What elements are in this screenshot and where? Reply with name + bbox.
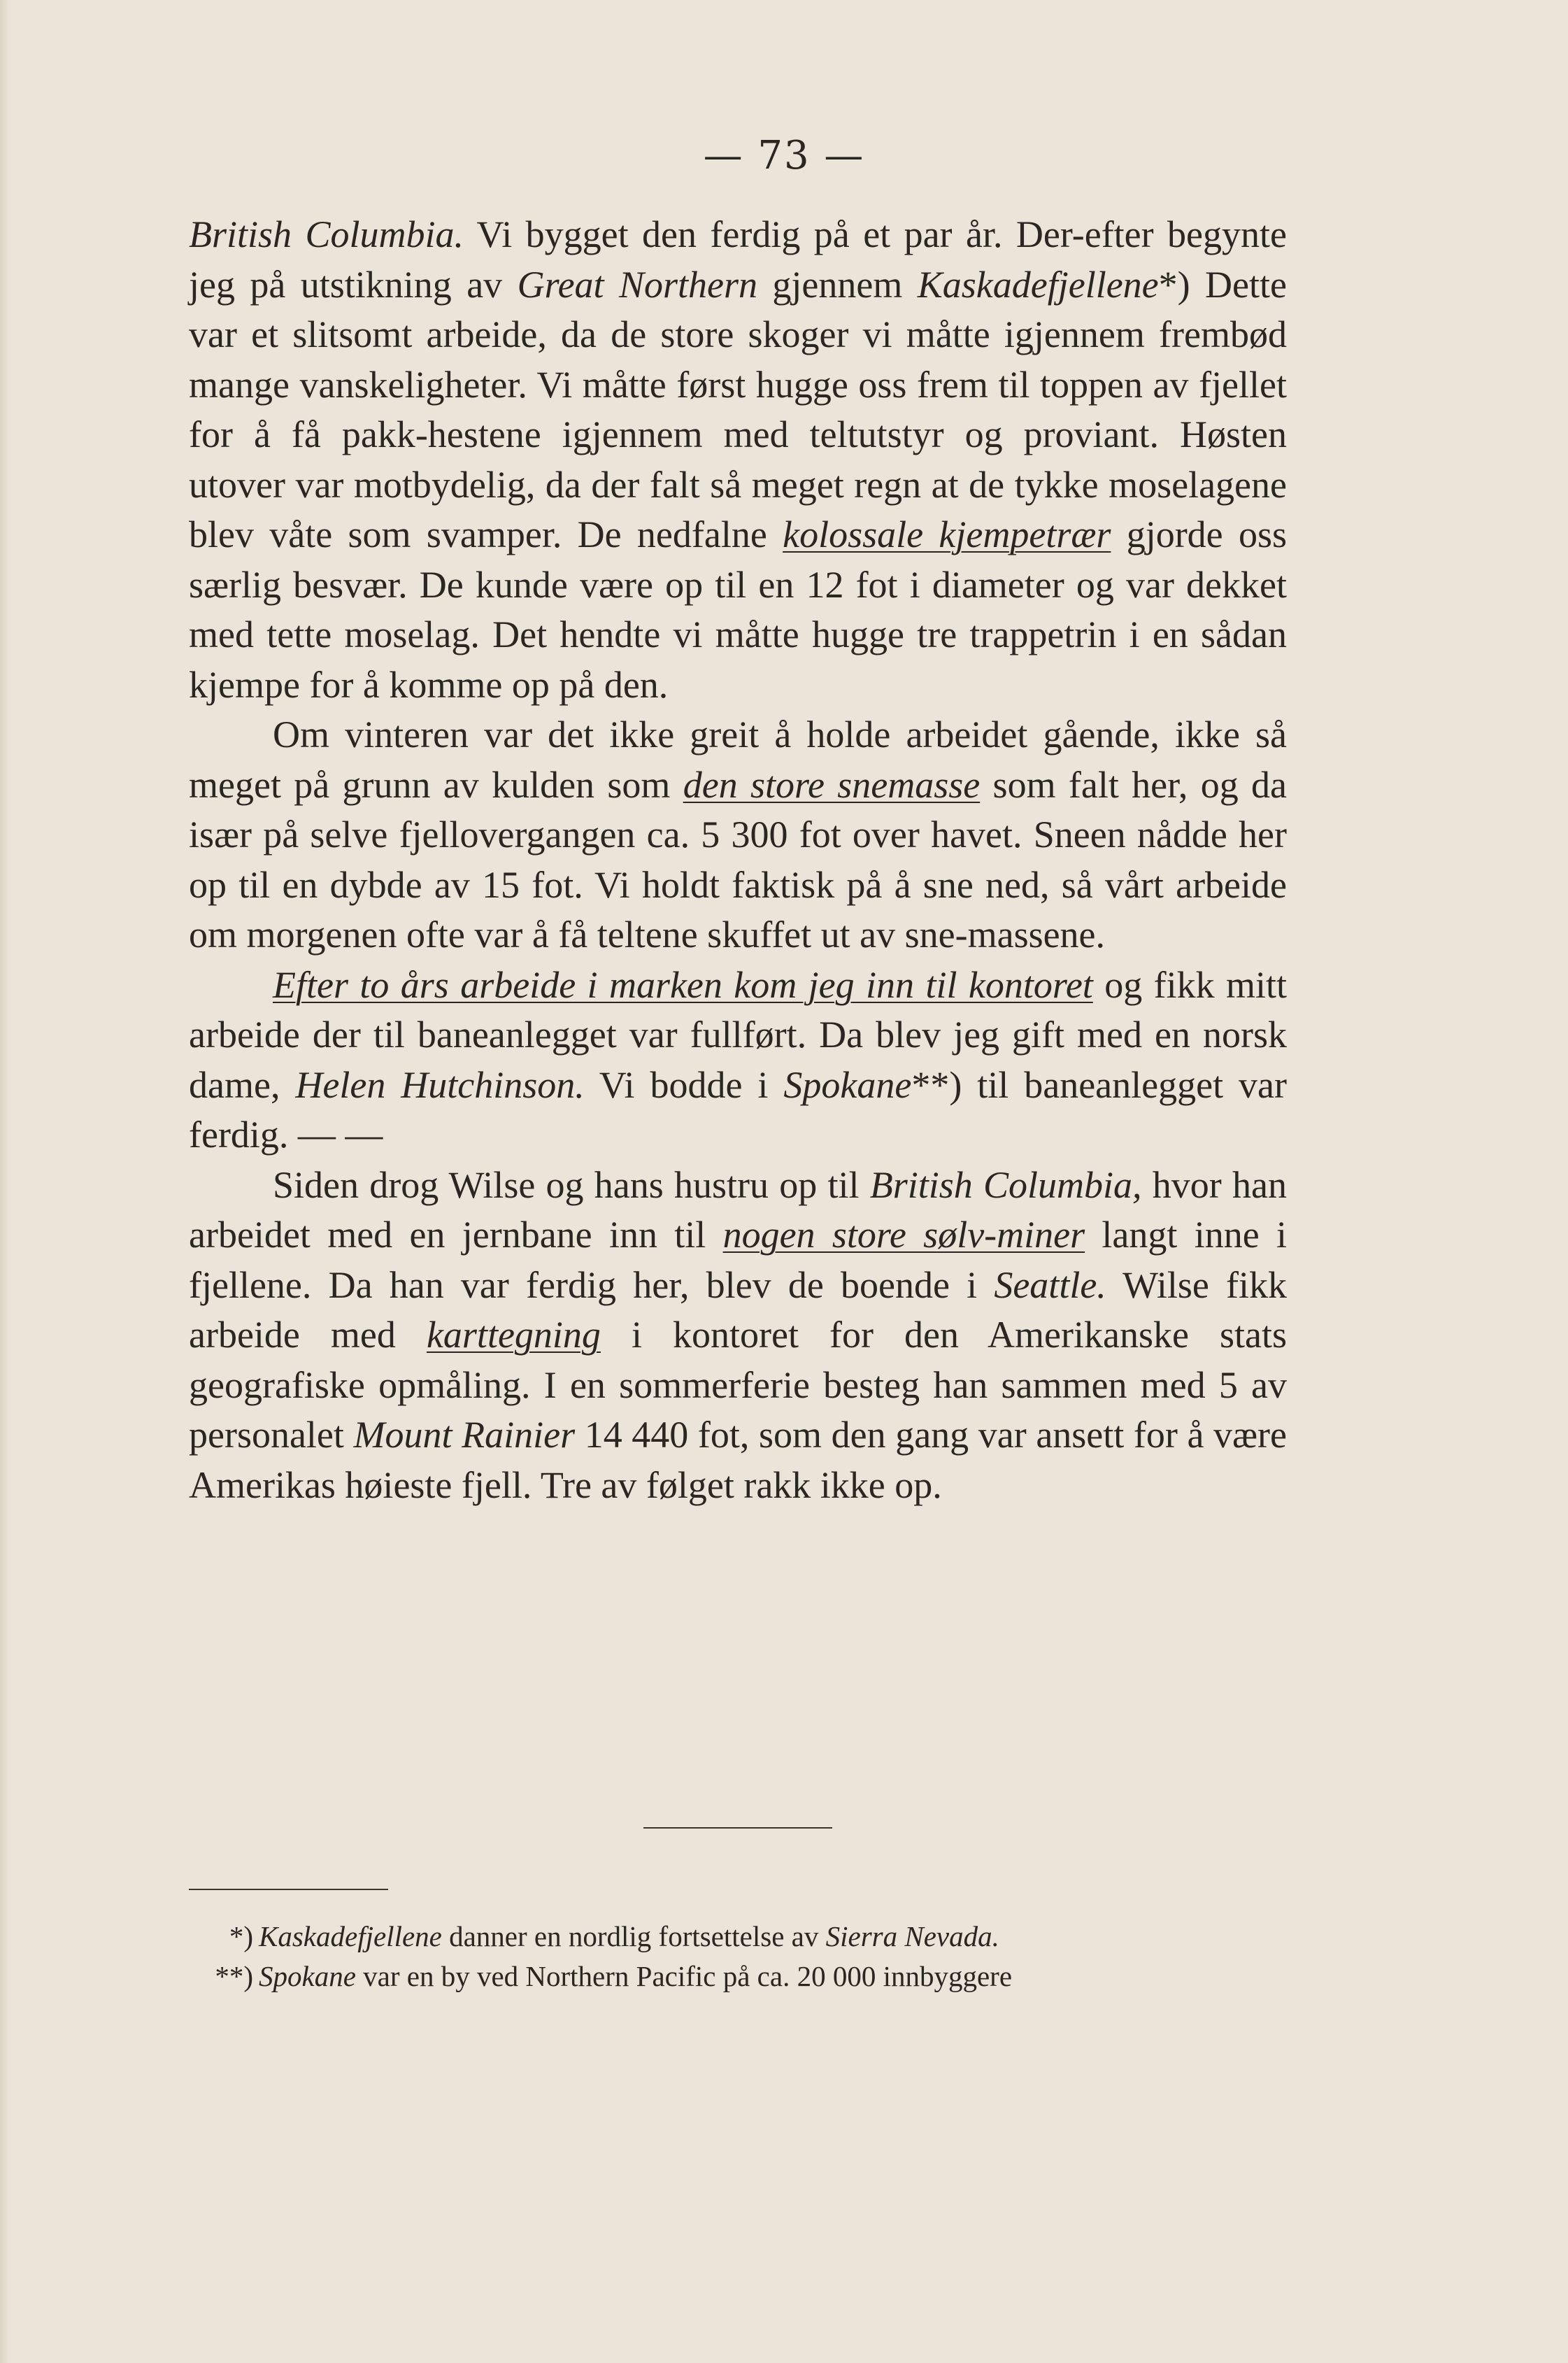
text-run: Siden drog Wilse og hans hustru op til (273, 1163, 870, 1206)
text-run: som falt her, og da især på selve fjellovergangen ca. 5 300 fot over havet. Sneen nådde her op til en dybde av 15 fot. Vi holdt faktisk på å sne ned, så vårt arbeide om morgenen ofte var å få teltene skuffet ut av sne-massene. (189, 763, 1287, 956)
paragraph-1 (189, 210, 1287, 710)
footnotes (215, 1917, 1287, 1996)
section-separator-rule (643, 1827, 832, 1829)
body-text (189, 210, 1287, 1510)
place-spokane: Spokane (783, 1063, 912, 1106)
footnote-term-2: Sierra Nevada. (825, 1920, 999, 1952)
footnote-2 (215, 1957, 1287, 1996)
text-run: i kontoret for den Amerikanske stats geografiske opmåling. I en sommerferie besteg han sammen med 5 av personalet (189, 1314, 1287, 1456)
footnote-rule (189, 1889, 388, 1890)
page-number: — 73 — (703, 133, 865, 178)
text-run: Om vinteren var det ikke greit å holde arbeidet gående, ikke så meget på grunn av kulden som (189, 714, 1287, 806)
footnote-term: Spokane (259, 1960, 356, 1992)
paragraph-2 (189, 710, 1287, 960)
footnote-mark: *) (229, 1920, 253, 1952)
underlined-solv-miner: nogen store sølv-miner (722, 1214, 1085, 1256)
place-seattle: Seattle. (994, 1263, 1106, 1306)
place-kaskadefjellene: Kaskadefjellene (917, 263, 1159, 306)
text-run: hvor han arbeidet med en jernbane inn til (189, 1163, 1288, 1256)
paragraph-3 (189, 960, 1287, 1161)
text-run: langt inne i fjellene. Da han var ferdig her, blev de boende i (189, 1214, 1287, 1306)
footnote-text: var en by ved Northern Pacific på ca. 20 000 innbyggere (355, 1960, 1013, 1992)
paragraph-4 (189, 1161, 1287, 1511)
place-mount-rainier: Mount Rainier (353, 1414, 576, 1456)
underlined-kolossale-kjempetraer: kolossale kjempetrær (783, 513, 1111, 555)
place-british-columbia-2: British Columbia, (869, 1163, 1142, 1206)
text-run: Vi bodde i (584, 1063, 784, 1106)
text-run: Vi bygget den ferdig på et par år. Der-efter begynte jeg på utstikning av (189, 213, 1287, 306)
railway-great-northern: Great Northern (517, 263, 757, 306)
footnote-ref-1: *) (1158, 263, 1190, 306)
text-run: gjennem (757, 263, 918, 306)
footnote-text: danner en nordlig fortsettelse av (441, 1920, 826, 1952)
text-run: Dette var et slitsomt arbeide, da de store skoger vi måtte igjennem frembød mange vanskeligheter. Vi måtte først hugge oss frem til toppen av fjellet for å få pakk-hestene igjennem med teltutstyr og proviant. Høsten utover var motbydelig, da der falt så meget regn at de tykke moselagene blev våte som svamper. De nedfalne (189, 263, 1287, 555)
place-british-columbia: British Columbia. (189, 213, 464, 255)
footnote-ref-2: **) (911, 1063, 962, 1106)
text-run: og fikk mitt arbeide der til baneanlegget var fullført. Da blev jeg gift med en norsk dame, (189, 963, 1288, 1106)
footnote-term: Kaskadefjellene (259, 1920, 442, 1952)
footnote-1 (229, 1917, 1287, 1957)
text-run: Wilse fikk arbeide med (189, 1263, 1287, 1356)
name-helen-hutchinson: Helen Hutchinson. (295, 1063, 585, 1106)
page-edge (0, 0, 10, 2363)
text-run: 14 440 fot, som den gang var ansett for å være Amerikas høieste fjell. Tre av følget rakk ikke op. (189, 1414, 1288, 1506)
underlined-karttegning: karttegning (426, 1314, 601, 1356)
underlined-efter-to-ars-arbeide: Efter to års arbeide i marken kom jeg inn til kontoret (273, 963, 1093, 1006)
text-run: til baneanlegget var ferdig. — — (189, 1063, 1287, 1156)
footnote-mark: **) (215, 1960, 253, 1992)
text-run: gjorde oss særlig besvær. De kunde være op til en 12 fot i diameter og var dekket med tette moselag. Det hendte vi måtte hugge tre trappetrin i en sådan kjempe for å komme op på den. (189, 513, 1287, 706)
underlined-den-store-snemasse: den store snemasse (683, 763, 981, 806)
